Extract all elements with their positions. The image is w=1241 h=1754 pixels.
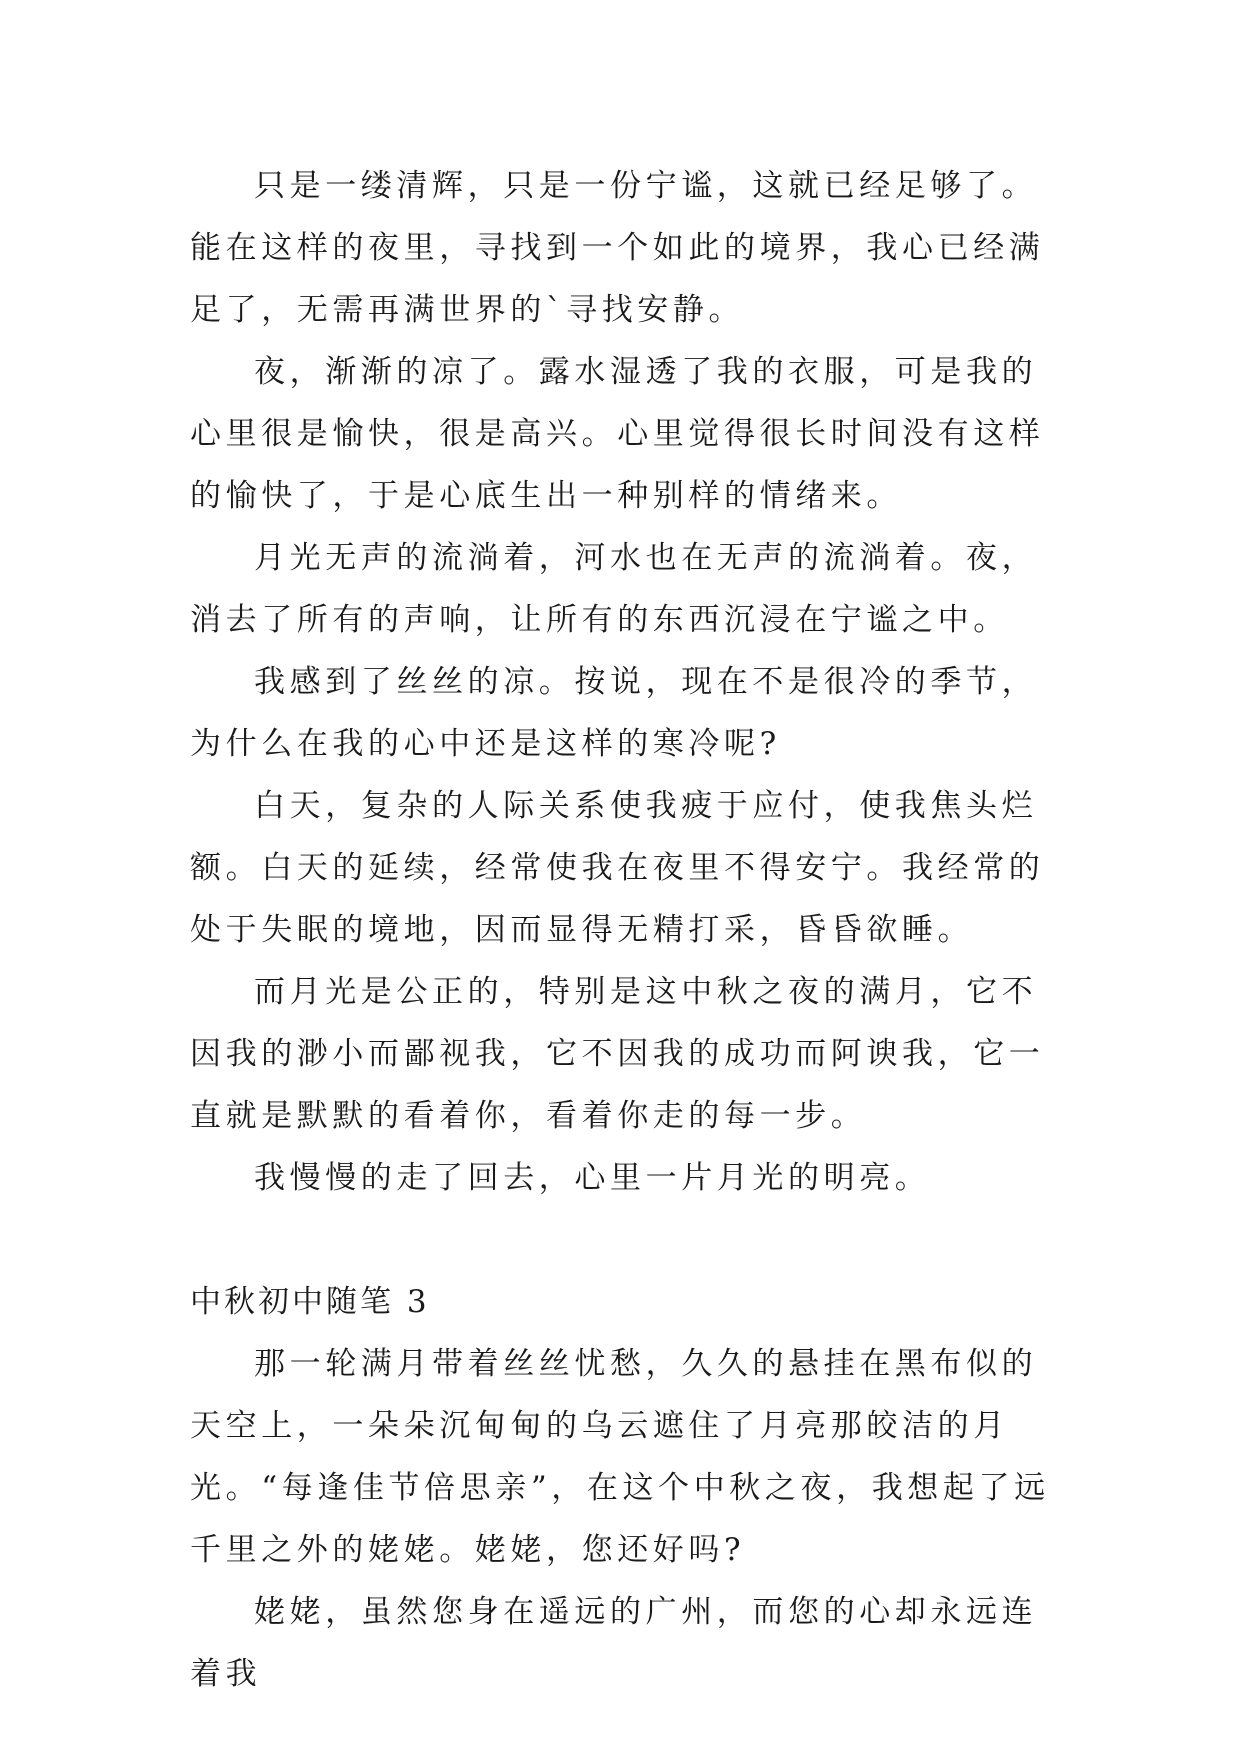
- document-body: [190, 155, 1050, 1705]
- paragraph-1: 只是一缕清辉，只是一份宁谧，这就已经足够了。能在这样的夜里，寻找到一个如此的境界，我心已经满足了，无需再满世界的`寻找安静。: [190, 168, 1045, 328]
- paragraph-3: 月光无声的流淌着，河水也在无声的流淌着。夜，消去了所有的声响，让所有的东西沉浸在宁谧之中。: [190, 540, 1038, 638]
- paragraph-4: 我感到了丝丝的凉。按说，现在不是很冷的季节，为什么在我的心中还是这样的寒冷呢?: [190, 664, 1038, 762]
- paragraph-9: 姥姥，虽然您身在遥远的广州，而您的心却永远连着我: [190, 1594, 1038, 1692]
- paragraph-7: 我慢慢的走了回去，心里一片月光的明亮。: [254, 1160, 931, 1196]
- paragraph-5: 白天，复杂的人际关系使我疲于应付，使我焦头烂额。白天的延续，经常使我在夜里不得安宁。我经常的处于失眠的境地，因而显得无精打采，昏昏欲睡。: [190, 788, 1045, 948]
- paragraph-8: 那一轮满月带着丝丝忧愁，久久的悬挂在黑布似的天空上，一朵朵沉甸甸的乌云遮住了月亮那皎洁的月光。“每逢佳节倍思亲”，在这个中秋之夜，我想起了远千里之外的姥姥。姥姥，您还好吗?: [190, 1346, 1050, 1568]
- paragraph-6: 而月光是公正的，特别是这中秋之夜的满月，它不因我的渺小而鄙视我，它不因我的成功而阿谀我，它一直就是默默的看着你，看着你走的每一步。: [190, 974, 1045, 1134]
- paragraph-2: 夜，渐渐的凉了。露水湿透了我的衣服，可是我的心里很是愉快，很是高兴。心里觉得很长时间没有这样的愉快了，于是心底生出一种别样的情绪来。: [190, 354, 1045, 514]
- section-title: 中秋初中随笔 3: [190, 1284, 430, 1320]
